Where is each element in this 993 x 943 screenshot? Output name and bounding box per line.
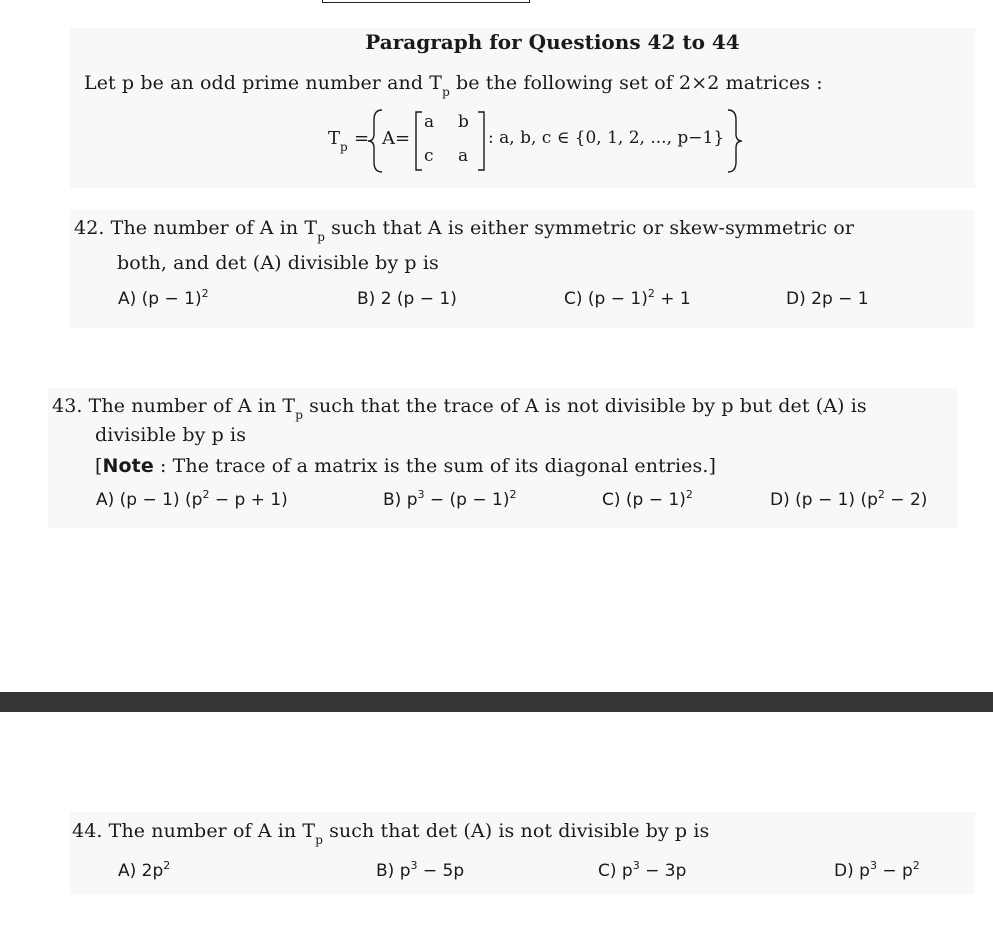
set-equals: = [354,128,370,149]
q42-option-a[interactable]: A) $(p - 1)^2$ [118,287,209,309]
set-lhs: $T_p$ [328,128,348,154]
matrix-entry-22: a [458,146,469,166]
question-43-note: [Note : The trace of a matrix is the sum of its diagonal entries.] [95,455,717,477]
q43-option-d[interactable]: D) (p − 1) $(p^2 - 2)$ [770,488,928,510]
matrix-label: A= [382,128,411,149]
q44-option-c[interactable]: C) $p^3 - 3p$ [598,859,687,881]
matrix-condition: : a, b, c ∈ {0, 1, 2, ..., p−1} [488,128,725,148]
page-break-bar [0,692,993,712]
question-43-line-1: 43. The number of A in $T_p$ such that the trace of A is not divisible by p but det (A) is [52,395,867,422]
matrix-entry-12: b [458,112,469,132]
matrix-entry-21: c [424,146,434,166]
q43-option-a[interactable]: A) (p − 1) $(p^2 - p + 1)$ [96,488,288,510]
q42-option-c[interactable]: C) $(p - 1)^2 + 1$ [564,287,691,309]
q44-option-a[interactable]: A) $2p^2$ [118,859,171,881]
right-brace-icon [724,108,744,174]
q42-option-b[interactable]: B) 2 (p − 1) [357,289,457,309]
intro-text: Let p be an odd prime number and $T_p$ be the following set of 2×2 matrices : [84,72,823,99]
q44-option-d[interactable]: D) $p^3 - p^2$ [834,859,920,881]
top-divider-box [322,0,530,3]
paragraph-heading: Paragraph for Questions 42 to 44 [365,30,740,54]
question-44-line-1: 44. The number of A in $T_p$ such that det (A) is not divisible by p is [72,820,710,847]
q44-option-b[interactable]: B) $p^3 - 5p$ [376,859,465,881]
question-42-line-1: 42. The number of A in $T_p$ such that A is either symmetric or skew-symmetric or [74,217,855,244]
set-definition [328,108,748,178]
matrix-entry-11: a [424,112,435,132]
q43-option-c[interactable]: C) $(p - 1)^2$ [602,488,693,510]
question-42-line-2: both, and det (A) divisible by p is [117,252,439,274]
q43-option-b[interactable]: B) $p^3 - (p - 1)^2$ [383,488,517,510]
q42-option-d[interactable]: D) 2p − 1 [786,289,869,309]
question-43-line-2: divisible by p is [95,424,247,446]
